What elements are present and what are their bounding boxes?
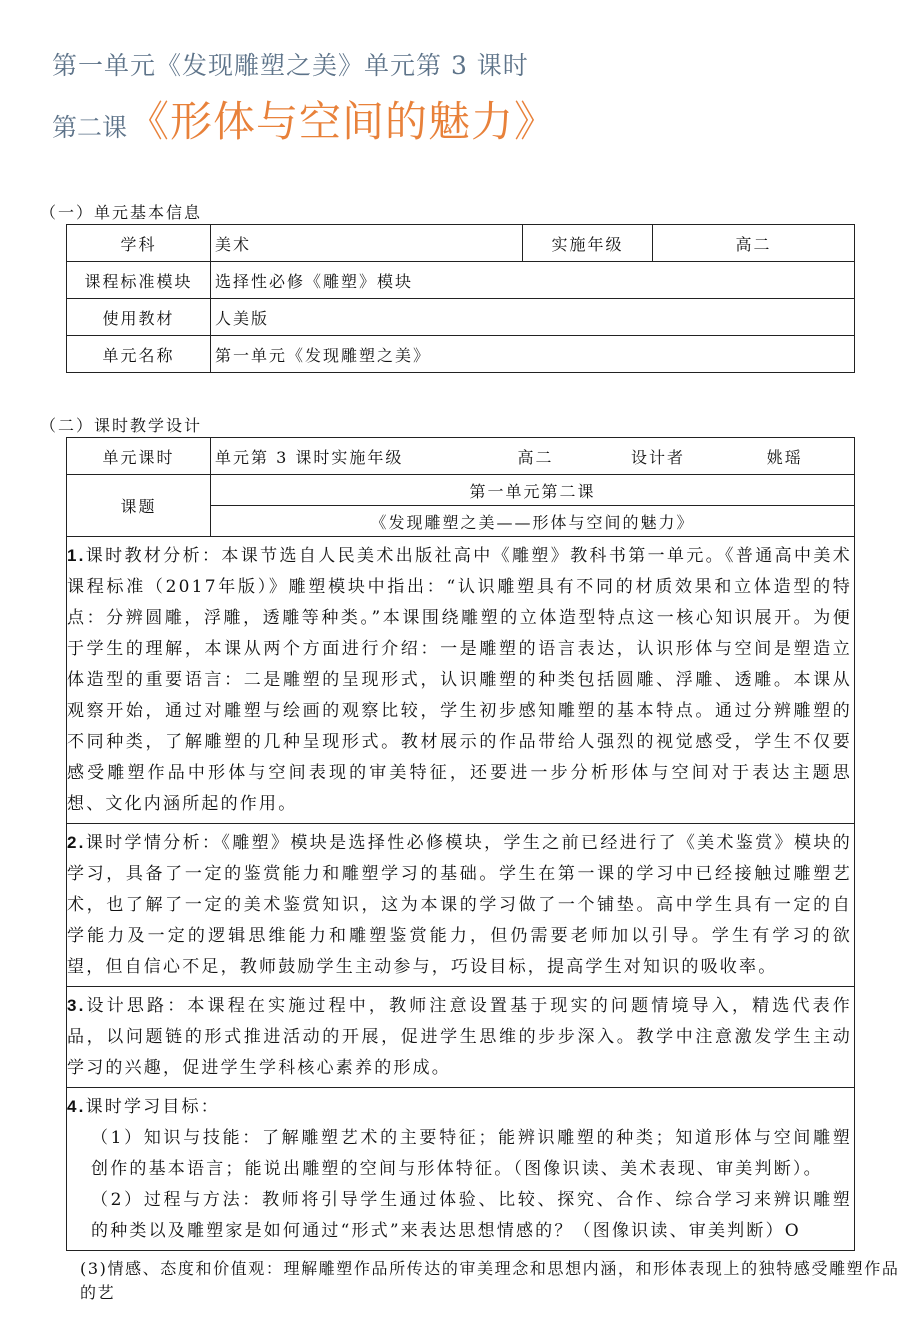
student-analysis-cell	[67, 824, 855, 987]
paragraph: 课时学情分析：《雕塑》模块是选择性必修模块，学生之前已经进行了《美术鉴赏》模块的学习，具备了一定的鉴赏能力和雕塑学习的基础。学生在第一课的学习中已经接触过雕塑艺术，也了解了一定的美术鉴赏知识，这为本课的学习做了一个铺垫。高中学生具有一定的自学能力及一定的逻辑思维能力和雕塑鉴赏能力，但仍需要老师加以引导。学生有学习的欲望，但自信心不足，教师鼓励学生主动参与，巧设目标，提高学生对知识的吸收率。	[67, 833, 852, 977]
label-cell: 课题	[67, 475, 211, 537]
item-number: 2.	[67, 833, 86, 852]
table-row	[67, 1088, 855, 1251]
lesson-design-table	[66, 437, 855, 1251]
label-cell: 课程标准模块	[67, 262, 211, 299]
lesson-prefix: 第二课	[52, 113, 128, 142]
paragraph: 设计思路：本课程在实施过程中，教师注意设置基于现实的问题情境导入，精选代表作品，以问题链的形式推进活动的开展，促进学生思维的步步深入。教学中注意激发学生主动学习的兴趣，促进学生学科核心素养的形成。	[67, 996, 852, 1078]
item-number: 4.	[67, 1097, 86, 1116]
goal-item: (3)情感、态度和价值观：理解雕塑作品所传达的审美理念和思想内涵，和形体表现上的独特感受雕塑作品的艺	[80, 1259, 900, 1302]
paragraph: 课时学习目标：	[85, 1097, 220, 1117]
table-row	[67, 987, 855, 1088]
label-cell: 单元名称	[67, 336, 211, 373]
value-cell: 人美版	[211, 299, 855, 336]
goal-item: （1）知识与技能：了解雕塑艺术的主要特征；能辨识雕塑的种类；知道形体与空间雕塑创作的基本语言；能说出雕塑的空间与形体特征。（图像识读、美术表现、审美判断）。	[91, 1128, 852, 1179]
table-row	[67, 336, 855, 373]
table-row	[67, 438, 855, 475]
section1-title: （一）单元基本信息	[40, 203, 203, 222]
label-cell: 设计者	[601, 438, 716, 475]
value-cell: 第一单元《发现雕塑之美》	[211, 336, 855, 373]
item-number: 3.	[67, 996, 86, 1015]
table-row	[67, 299, 855, 336]
lesson-heading	[52, 96, 920, 154]
value-cell: 美术	[211, 225, 523, 262]
section2-title: （二）课时教学设计	[40, 416, 203, 435]
value-cell: 选择性必修《雕塑》模块	[211, 262, 855, 299]
goals-cell	[67, 1088, 855, 1251]
table-row	[67, 824, 855, 987]
grade-cell: 高二	[471, 438, 601, 475]
table-row	[67, 475, 855, 506]
label-cell: 实施年级	[523, 225, 653, 262]
table-row	[67, 537, 855, 824]
unit-info-table	[66, 224, 855, 373]
designer-cell: 姚瑶	[716, 438, 855, 475]
topic-cell: 第一单元第二课	[211, 475, 855, 506]
lesson-title: 《形体与空间的魅力》	[127, 97, 558, 146]
table-row	[67, 225, 855, 262]
table-row	[67, 262, 855, 299]
value-cell: 高二	[653, 225, 855, 262]
topic-cell: 《发现雕塑之美——形体与空间的魅力》	[211, 506, 855, 537]
value-cell: 单元第 3 课时实施年级	[211, 438, 471, 475]
label-cell: 单元课时	[67, 438, 211, 475]
label-cell: 使用教材	[67, 299, 211, 336]
analysis-cell	[67, 537, 855, 824]
design-idea-cell	[67, 987, 855, 1088]
unit-heading: 第一单元《发现雕塑之美》单元第 3 课时	[52, 51, 529, 80]
label-cell: 学科	[67, 225, 211, 262]
paragraph: 课时教材分析：本课节选自人民美术出版社高中《雕塑》教科书第一单元。《普通高中美术课程标准（2017年版）》雕塑模块中指出：“认识雕塑具有不同的材质效果和立体造型的特点：分辨圆雕，浮雕，透雕等种类。”本课围绕雕塑的立体造型特点这一核心知识展开。为便于学生的理解，本课从两个方面进行介绍：一是雕塑的语言表达，认识形体与空间是塑造立体造型的重要语言：二是雕塑的呈现形式，认识雕塑的种类包括圆雕、浮雕、透雕。本课从观察开始，通过对雕塑与绘画的观察比较，学生初步感知雕塑的基本特点。通过分辨雕塑的不同种类，了解雕塑的几种呈现形式。教材展示的作品带给人强烈的视觉感受，学生不仅要感受雕塑作品中形体与空间表现的审美特征，还要进一步分析形体与空间对于表达主题思想、文化内涵所起的作用。	[67, 546, 852, 814]
item-number: 1.	[67, 546, 86, 565]
goal-item: （2）过程与方法：教师将引导学生通过体验、比较、探究、合作、综合学习来辨识雕塑的种类以及雕塑家是如何通过“形式”来表达思想情感的？（图像识读、审美判断）O	[91, 1190, 852, 1241]
